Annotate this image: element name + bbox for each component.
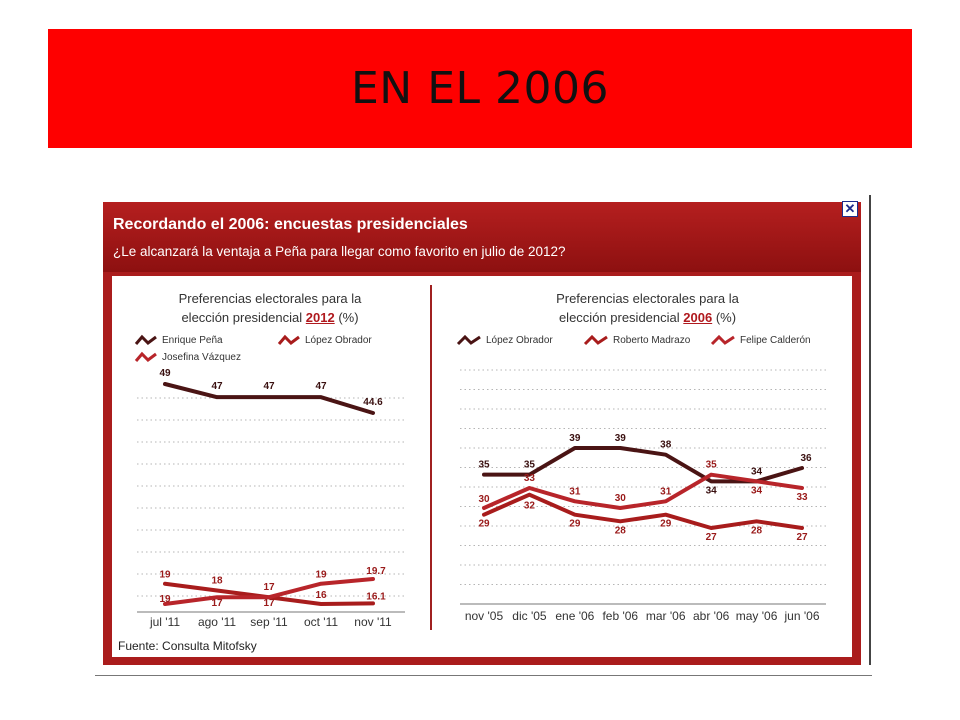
chart-2006-title-year: 2006: [683, 310, 713, 325]
chart2006-x-tick-label: mar '06: [645, 609, 686, 623]
legend-label-lopez-2006: López Obrador: [486, 334, 553, 346]
chart2006-data-label: 39: [569, 433, 581, 444]
chart2012-x-tick-label: oct '11: [303, 615, 339, 629]
chart2006-data-label: 31: [660, 486, 672, 498]
chart2006-data-label: 32: [523, 500, 535, 512]
chart2012-x-tick-label: sep '11: [250, 615, 288, 629]
chart2006-data-label: 33: [796, 492, 808, 503]
chart2006-data-label: 34: [751, 466, 763, 478]
chart2012-data-label: 47: [211, 381, 223, 393]
chart2006-x-tick-label: ene '06: [555, 609, 595, 623]
chart2006-data-label: 29: [569, 518, 581, 530]
chart2006-x-tick-label: may '06: [735, 609, 778, 623]
chart2006-data-label: 34: [705, 485, 717, 497]
chart2006-data-label: 29: [478, 518, 490, 530]
chart2006-data-label: 27: [705, 532, 717, 543]
chart2006-x-tick-label: feb '06: [602, 609, 639, 623]
chart-2006-title-line1: Preferencias electorales para la: [556, 291, 739, 306]
chart2006-data-label: 33: [523, 473, 535, 484]
chart2012-data-label: 47: [263, 381, 275, 393]
close-icon[interactable]: ✕: [842, 201, 858, 217]
chart2012-data-label: 49: [159, 368, 171, 379]
chart2012-data-label: 19: [159, 569, 171, 581]
chart2012-data-label: 44.6: [363, 397, 383, 408]
chart2006-data-label: 39: [614, 433, 626, 444]
chart2012-data-label: 19: [159, 594, 171, 605]
chart2006-x-tick-label: jun '06: [784, 609, 820, 623]
chart-2012-title-line1: Preferencias electorales para la: [178, 291, 362, 306]
source-note: Fuente: Consulta Mitofsky: [118, 639, 257, 653]
chart-2012-title-year: 2012: [305, 310, 335, 325]
chart2012-data-label: 19: [315, 569, 327, 581]
panel-subtitle: ¿Le alcanzará la ventaja a Peña para llegar como favorito en julio de 2012?: [113, 244, 566, 259]
chart2006-data-label: 29: [660, 518, 672, 530]
chart2006-x-tick-label: nov '05: [464, 609, 504, 623]
chart-2012-title-suffix: (%): [338, 310, 359, 325]
chart2012-data-label: 47: [315, 381, 327, 393]
chart2012-data-label: 19.7: [366, 566, 386, 577]
chart2012-data-label: 17: [263, 598, 275, 610]
legend-label-vazquez: Josefina Vázquez: [162, 351, 241, 363]
chart2006-data-label: 38: [660, 439, 672, 451]
chart2012-data-label: 18: [211, 575, 223, 587]
chart-2006-title-prefix: elección presidencial: [558, 310, 680, 325]
chart2012-x-tick-label: jul '11: [149, 615, 181, 629]
chart2006-data-label: 27: [796, 532, 808, 543]
chart-2012-title-prefix: elección presidencial: [181, 310, 303, 325]
chart-2006-title-suffix: (%): [715, 310, 737, 325]
chart2012-data-label: 17: [211, 598, 223, 610]
legend-label-madrazo: Roberto Madrazo: [613, 334, 691, 346]
chart2006-x-tick-label: dic '05: [512, 609, 547, 623]
legend-label-lopez-2012: López Obrador: [305, 334, 372, 346]
chart2006-x-tick-label: abr '06: [692, 609, 730, 623]
chart2006-data-label: 35: [478, 459, 490, 471]
slide-title: EN EL 2006: [351, 63, 609, 114]
chart2006-data-label: 36: [800, 453, 812, 464]
chart2006-data-label: 30: [478, 494, 490, 505]
chart2006-data-label: 34: [751, 485, 763, 497]
chart2012-x-tick-label: nov '11: [354, 615, 392, 629]
chart2006-data-label: 28: [751, 525, 763, 537]
chart2006-data-label: 28: [614, 525, 626, 537]
chart2006-data-label: 31: [569, 486, 581, 498]
chart2012-x-tick-label: ago '11: [197, 615, 237, 629]
panel-title: Recordando el 2006: encuestas presidenciales: [113, 216, 468, 233]
chart2006-data-label: 35: [705, 459, 717, 471]
legend-label-pena: Enrique Peña: [162, 334, 223, 346]
legend-label-calderon: Felipe Calderón: [740, 334, 811, 346]
chart2012-data-label: 16: [315, 590, 327, 601]
chart2012-data-label: 17: [263, 582, 275, 594]
chart2006-data-label: 30: [614, 493, 626, 504]
chart2006-data-label: 35: [523, 459, 535, 471]
chart2012-data-label: 16.1: [366, 591, 386, 603]
